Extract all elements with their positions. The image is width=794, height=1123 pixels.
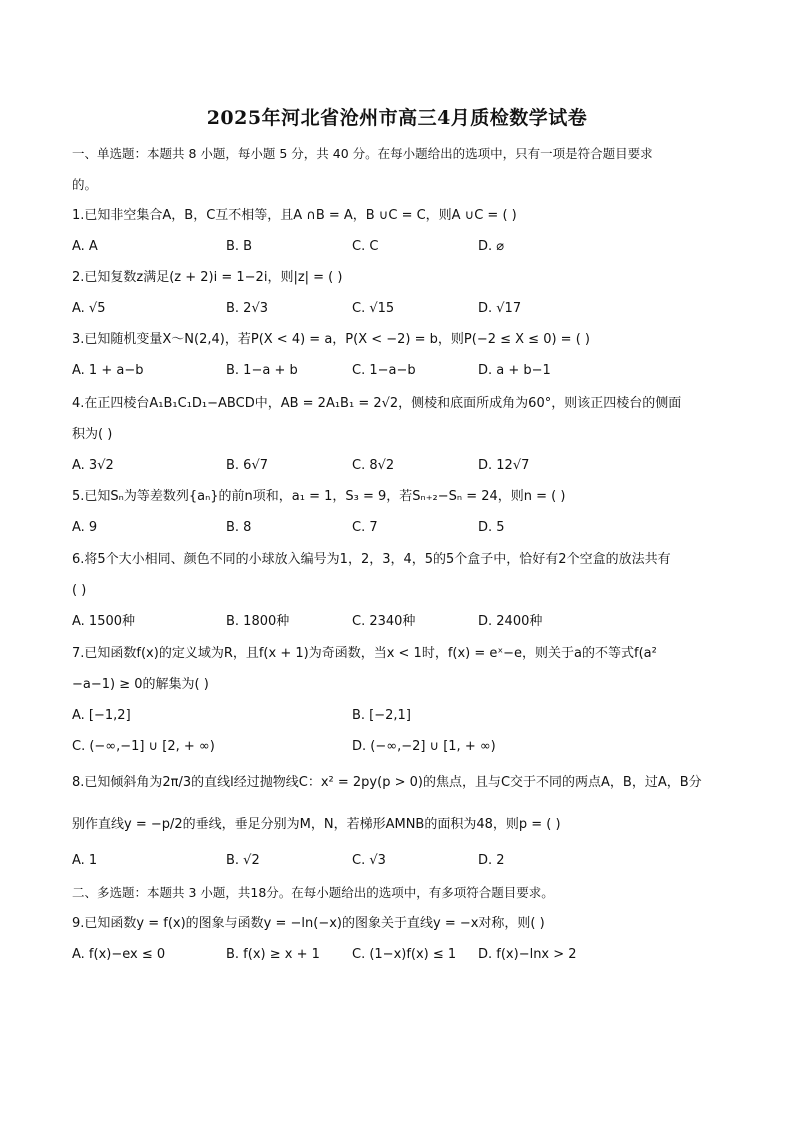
question-5-option-c: C. 7 (352, 520, 378, 535)
question-6-option-c: C. 2340种 (352, 614, 416, 629)
question-6-option-b: B. 1800种 (226, 614, 290, 629)
question-7-option-d: D. (−∞,−2] ∪ [1, + ∞) (352, 739, 496, 754)
question-4-option-b: B. 6√7 (226, 458, 269, 473)
question-7-option-a: A. [−1,2] (72, 708, 131, 723)
section2-heading: 二、多选题：本题共 3 小题，共18分。在每小题给出的选项中，有多项符合题目要求。 (72, 885, 554, 900)
question-9-option-a: A. f(x)−ex ≤ 0 (72, 947, 166, 962)
question-8-option-a: A. 1 (72, 853, 98, 868)
question-2-stem: 2.已知复数z满足(z + 2)i = 1−2i，则|z| = ( ) (72, 270, 343, 285)
question-5-stem: 5.已知Sₙ为等差数列{aₙ}的前n项和，a₁ = 1，S₃ = 9，若Sₙ₊₂−Sₙ = 24，则n = ( ) (72, 489, 566, 504)
question-6-option-d: D. 2400种 (478, 614, 543, 629)
question-5-option-a: A. 9 (72, 520, 98, 535)
question-6-stem-line2: ( ) (72, 583, 87, 598)
question-4-stem-line2: 积为( ) (72, 427, 113, 442)
question-9-stem: 9.已知函数y = f(x)的图象与函数y = −ln(−x)的图象关于直线y = −x对称，则( ) (72, 916, 545, 931)
question-6-option-a: A. 1500种 (72, 614, 136, 629)
question-8-stem-line1: 8.已知倾斜角为2π/3的直线l经过抛物线C：x² = 2py(p > 0)的焦点，且与C交于不同的两点A，B，过A，B分 (72, 775, 702, 790)
question-2-option-d: D. √17 (478, 301, 522, 316)
section1-heading-line1: 一、单选题：本题共 8 小题，每小题 5 分，共 40 分。在每小题给出的选项中，只有一项是符合题目要求 (72, 146, 653, 161)
question-4-stem-line1: 4.在正四棱台A₁B₁C₁D₁−ABCD中，AB = 2A₁B₁ = 2√2，侧棱和底面所成角为60°，则该正四棱台的侧面 (72, 396, 682, 411)
question-4-option-d: D. 12√7 (478, 458, 530, 473)
question-9-option-b: B. f(x) ≥ x + 1 (226, 947, 320, 962)
question-1-option-a: A. A (72, 239, 98, 254)
question-6-stem-line1: 6.将5个大小相同、颜色不同的小球放入编号为1，2，3，4，5的5个盒子中，恰好有2个空盒的放法共有 (72, 552, 671, 567)
question-3-option-a: A. 1 + a−b (72, 363, 144, 378)
question-7-stem-line2: −a−1) ≥ 0的解集为( ) (72, 677, 209, 692)
question-7-option-c: C. (−∞,−1] ∪ [2, + ∞) (72, 739, 215, 754)
question-3-option-c: C. 1−a−b (352, 363, 416, 378)
question-5-option-b: B. 8 (226, 520, 252, 535)
question-4-option-c: C. 8√2 (352, 458, 395, 473)
question-7-option-b: B. [−2,1] (352, 708, 411, 723)
question-1-option-d: D. ⌀ (478, 239, 505, 254)
question-7-stem-line1: 7.已知函数f(x)的定义域为R，且f(x + 1)为奇函数，当x < 1时，f(x) = eˣ−e，则关于a的不等式f(a² (72, 646, 657, 661)
question-8-option-b: B. √2 (226, 853, 260, 868)
question-8-option-c: C. √3 (352, 853, 386, 868)
question-2-option-c: C. √15 (352, 301, 395, 316)
question-9-option-d: D. f(x)−lnx > 2 (478, 947, 577, 962)
question-2-option-b: B. 2√3 (226, 301, 269, 316)
page-title: 2025年河北省沧州市高三4月质检数学试卷 (206, 107, 588, 129)
question-1-option-b: B. B (226, 239, 253, 254)
question-5-option-d: D. 5 (478, 520, 505, 535)
question-2-option-a: A. √5 (72, 301, 106, 316)
question-3-stem: 3.已知随机变量X～N(2,4)，若P(X < 4) = a，P(X < −2) = b，则P(−2 ≤ X ≤ 0) = ( ) (72, 332, 590, 347)
question-9-option-c: C. (1−x)f(x) ≤ 1 (352, 947, 457, 962)
question-3-option-d: D. a + b−1 (478, 363, 551, 378)
question-8-stem-line2: 别作直线y = −p/2的垂线，垂足分别为M，N，若梯形AMNB的面积为48，则p = ( ) (72, 817, 561, 832)
question-1-stem: 1.已知非空集合A，B，C互不相等，且A ∩B = A，B ∪C = C，则A ∪C = ( ) (72, 208, 517, 223)
question-4-option-a: A. 3√2 (72, 458, 114, 473)
question-8-option-d: D. 2 (478, 853, 505, 868)
question-1-option-c: C. C (352, 239, 379, 254)
question-3-option-b: B. 1−a + b (226, 363, 298, 378)
section1-heading-line2: 的。 (72, 177, 98, 192)
